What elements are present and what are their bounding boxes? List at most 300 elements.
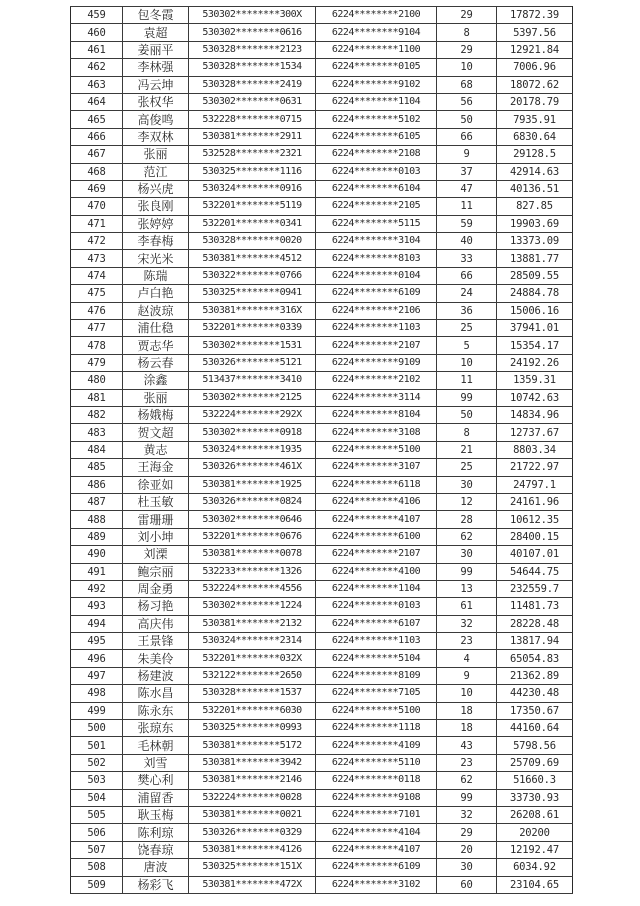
count-cell: 12 xyxy=(437,493,497,510)
name-cell: 张琼东 xyxy=(123,720,189,737)
id-number-cell: 530381********2132 xyxy=(189,615,316,632)
amount-cell: 28228.48 xyxy=(497,615,573,632)
name-cell: 李双林 xyxy=(123,128,189,145)
row-number-cell: 498 xyxy=(71,685,123,702)
row-number-cell: 468 xyxy=(71,163,123,180)
amount-cell: 15006.16 xyxy=(497,302,573,319)
name-cell: 杨娥梅 xyxy=(123,406,189,423)
row-number-cell: 470 xyxy=(71,198,123,215)
table-row xyxy=(71,111,573,128)
id-number-cell: 532201********0339 xyxy=(189,320,316,337)
id-number-cell: 530325********1116 xyxy=(189,163,316,180)
table-row xyxy=(71,511,573,528)
name-cell: 周金勇 xyxy=(123,580,189,597)
id-number-cell: 530328********0020 xyxy=(189,233,316,250)
amount-cell: 51660.3 xyxy=(497,772,573,789)
count-cell: 23 xyxy=(437,754,497,771)
count-cell: 25 xyxy=(437,320,497,337)
table-row xyxy=(71,459,573,476)
row-number-cell: 485 xyxy=(71,459,123,476)
card-number-cell: 6224********3114 xyxy=(316,389,437,406)
count-cell: 30 xyxy=(437,546,497,563)
count-cell: 25 xyxy=(437,459,497,476)
amount-cell: 40107.01 xyxy=(497,546,573,563)
amount-cell: 6034.92 xyxy=(497,859,573,876)
table-row xyxy=(71,389,573,406)
name-cell: 高俊鸣 xyxy=(123,111,189,128)
row-number-cell: 472 xyxy=(71,233,123,250)
id-number-cell: 530381********0078 xyxy=(189,546,316,563)
card-number-cell: 6224********4107 xyxy=(316,841,437,858)
name-cell: 袁超 xyxy=(123,24,189,41)
amount-cell: 28400.15 xyxy=(497,528,573,545)
name-cell: 王海金 xyxy=(123,459,189,476)
table-row xyxy=(71,876,573,893)
amount-cell: 17350.67 xyxy=(497,702,573,719)
row-number-cell: 477 xyxy=(71,320,123,337)
count-cell: 60 xyxy=(437,876,497,893)
data-table xyxy=(70,6,573,894)
count-cell: 32 xyxy=(437,615,497,632)
amount-cell: 10742.63 xyxy=(497,389,573,406)
table-row xyxy=(71,24,573,41)
id-number-cell: 530381********4126 xyxy=(189,841,316,858)
table-row xyxy=(71,615,573,632)
name-cell: 陈利琼 xyxy=(123,824,189,841)
table-row xyxy=(71,720,573,737)
row-number-cell: 497 xyxy=(71,667,123,684)
row-number-cell: 480 xyxy=(71,372,123,389)
count-cell: 28 xyxy=(437,511,497,528)
card-number-cell: 6224********3102 xyxy=(316,876,437,893)
card-number-cell: 6224********6107 xyxy=(316,615,437,632)
card-number-cell: 6224********0103 xyxy=(316,598,437,615)
card-number-cell: 6224********3107 xyxy=(316,459,437,476)
card-number-cell: 6224********6109 xyxy=(316,285,437,302)
row-number-cell: 478 xyxy=(71,337,123,354)
id-number-cell: 532201********032X xyxy=(189,650,316,667)
name-cell: 杜玉敏 xyxy=(123,493,189,510)
amount-cell: 7006.96 xyxy=(497,59,573,76)
card-number-cell: 6224********2108 xyxy=(316,146,437,163)
card-number-cell: 6224********1118 xyxy=(316,720,437,737)
row-number-cell: 464 xyxy=(71,93,123,110)
row-number-cell: 505 xyxy=(71,806,123,823)
amount-cell: 24192.26 xyxy=(497,354,573,371)
count-cell: 99 xyxy=(437,389,497,406)
amount-cell: 24161.96 xyxy=(497,493,573,510)
id-number-cell: 530326********461X xyxy=(189,459,316,476)
amount-cell: 21722.97 xyxy=(497,459,573,476)
row-number-cell: 506 xyxy=(71,824,123,841)
count-cell: 29 xyxy=(437,824,497,841)
row-number-cell: 476 xyxy=(71,302,123,319)
name-cell: 宋光米 xyxy=(123,250,189,267)
card-number-cell: 6224********2102 xyxy=(316,372,437,389)
card-number-cell: 6224********8103 xyxy=(316,250,437,267)
card-number-cell: 6224********6118 xyxy=(316,476,437,493)
row-number-cell: 508 xyxy=(71,859,123,876)
card-number-cell: 6224********1103 xyxy=(316,633,437,650)
count-cell: 33 xyxy=(437,250,497,267)
count-cell: 66 xyxy=(437,267,497,284)
row-number-cell: 487 xyxy=(71,493,123,510)
name-cell: 张丽 xyxy=(123,146,189,163)
id-number-cell: 530328********2123 xyxy=(189,41,316,58)
card-number-cell: 6224********6100 xyxy=(316,528,437,545)
count-cell: 37 xyxy=(437,163,497,180)
amount-cell: 17872.39 xyxy=(497,7,573,24)
name-cell: 杨兴虎 xyxy=(123,180,189,197)
count-cell: 21 xyxy=(437,441,497,458)
name-cell: 卢白艳 xyxy=(123,285,189,302)
id-number-cell: 530381********2911 xyxy=(189,128,316,145)
amount-cell: 6830.64 xyxy=(497,128,573,145)
card-number-cell: 6224********8104 xyxy=(316,406,437,423)
id-number-cell: 530302********0646 xyxy=(189,511,316,528)
amount-cell: 44230.48 xyxy=(497,685,573,702)
row-number-cell: 489 xyxy=(71,528,123,545)
card-number-cell: 6224********5102 xyxy=(316,111,437,128)
row-number-cell: 474 xyxy=(71,267,123,284)
name-cell: 刘雪 xyxy=(123,754,189,771)
table-row xyxy=(71,598,573,615)
row-number-cell: 469 xyxy=(71,180,123,197)
row-number-cell: 490 xyxy=(71,546,123,563)
name-cell: 雷珊珊 xyxy=(123,511,189,528)
amount-cell: 33730.93 xyxy=(497,789,573,806)
count-cell: 9 xyxy=(437,146,497,163)
amount-cell: 24884.78 xyxy=(497,285,573,302)
id-number-cell: 532224********4556 xyxy=(189,580,316,597)
table-row xyxy=(71,128,573,145)
id-number-cell: 530381********472X xyxy=(189,876,316,893)
table-row xyxy=(71,563,573,580)
card-number-cell: 6224********3108 xyxy=(316,424,437,441)
name-cell: 李林强 xyxy=(123,59,189,76)
card-number-cell: 6224********9109 xyxy=(316,354,437,371)
name-cell: 姜丽平 xyxy=(123,41,189,58)
amount-cell: 13373.09 xyxy=(497,233,573,250)
count-cell: 50 xyxy=(437,406,497,423)
card-number-cell: 6224********2107 xyxy=(316,546,437,563)
id-number-cell: 532233********1326 xyxy=(189,563,316,580)
count-cell: 50 xyxy=(437,111,497,128)
amount-cell: 54644.75 xyxy=(497,563,573,580)
name-cell: 贺文超 xyxy=(123,424,189,441)
id-number-cell: 530381********2146 xyxy=(189,772,316,789)
amount-cell: 21362.89 xyxy=(497,667,573,684)
card-number-cell: 6224********3104 xyxy=(316,233,437,250)
id-number-cell: 532201********6030 xyxy=(189,702,316,719)
table-row xyxy=(71,772,573,789)
name-cell: 杨云春 xyxy=(123,354,189,371)
amount-cell: 11481.73 xyxy=(497,598,573,615)
row-number-cell: 465 xyxy=(71,111,123,128)
table-row xyxy=(71,650,573,667)
card-number-cell: 6224********5100 xyxy=(316,702,437,719)
amount-cell: 232559.7 xyxy=(497,580,573,597)
card-number-cell: 6224********8109 xyxy=(316,667,437,684)
row-number-cell: 484 xyxy=(71,441,123,458)
id-number-cell: 530302********300X xyxy=(189,7,316,24)
count-cell: 29 xyxy=(437,7,497,24)
name-cell: 冯云坤 xyxy=(123,76,189,93)
name-cell: 杨习艳 xyxy=(123,598,189,615)
table-row xyxy=(71,493,573,510)
id-number-cell: 530302********0616 xyxy=(189,24,316,41)
card-number-cell: 6224********0104 xyxy=(316,267,437,284)
amount-cell: 13817.94 xyxy=(497,633,573,650)
row-number-cell: 495 xyxy=(71,633,123,650)
id-number-cell: 530381********1925 xyxy=(189,476,316,493)
id-number-cell: 530326********0824 xyxy=(189,493,316,510)
amount-cell: 26208.61 xyxy=(497,806,573,823)
card-number-cell: 6224********1104 xyxy=(316,580,437,597)
name-cell: 张良刚 xyxy=(123,198,189,215)
card-number-cell: 6224********5104 xyxy=(316,650,437,667)
amount-cell: 12921.84 xyxy=(497,41,573,58)
name-cell: 饶春琼 xyxy=(123,841,189,858)
name-cell: 徐亚如 xyxy=(123,476,189,493)
table-row xyxy=(71,146,573,163)
id-number-cell: 532201********5119 xyxy=(189,198,316,215)
row-number-cell: 507 xyxy=(71,841,123,858)
table-row xyxy=(71,320,573,337)
count-cell: 61 xyxy=(437,598,497,615)
id-number-cell: 530326********0329 xyxy=(189,824,316,841)
name-cell: 毛林朝 xyxy=(123,737,189,754)
table-row xyxy=(71,233,573,250)
amount-cell: 14834.96 xyxy=(497,406,573,423)
amount-cell: 29128.5 xyxy=(497,146,573,163)
card-number-cell: 6224********2105 xyxy=(316,198,437,215)
row-number-cell: 503 xyxy=(71,772,123,789)
count-cell: 9 xyxy=(437,667,497,684)
count-cell: 66 xyxy=(437,128,497,145)
id-number-cell: 530328********1537 xyxy=(189,685,316,702)
id-number-cell: 530326********5121 xyxy=(189,354,316,371)
row-number-cell: 486 xyxy=(71,476,123,493)
id-number-cell: 530381********5172 xyxy=(189,737,316,754)
id-number-cell: 530325********0993 xyxy=(189,720,316,737)
count-cell: 36 xyxy=(437,302,497,319)
table-row xyxy=(71,441,573,458)
row-number-cell: 502 xyxy=(71,754,123,771)
table-row xyxy=(71,476,573,493)
count-cell: 4 xyxy=(437,650,497,667)
amount-cell: 20178.79 xyxy=(497,93,573,110)
name-cell: 赵波琼 xyxy=(123,302,189,319)
id-number-cell: 532201********0341 xyxy=(189,215,316,232)
amount-cell: 23104.65 xyxy=(497,876,573,893)
name-cell: 杨彩飞 xyxy=(123,876,189,893)
card-number-cell: 6224********5115 xyxy=(316,215,437,232)
amount-cell: 10612.35 xyxy=(497,511,573,528)
table-row xyxy=(71,528,573,545)
card-number-cell: 6224********6104 xyxy=(316,180,437,197)
count-cell: 5 xyxy=(437,337,497,354)
table-row xyxy=(71,824,573,841)
table-row xyxy=(71,285,573,302)
name-cell: 浦留香 xyxy=(123,789,189,806)
card-number-cell: 6224********9104 xyxy=(316,24,437,41)
row-number-cell: 467 xyxy=(71,146,123,163)
count-cell: 59 xyxy=(437,215,497,232)
row-number-cell: 504 xyxy=(71,789,123,806)
count-cell: 56 xyxy=(437,93,497,110)
table-row xyxy=(71,702,573,719)
table-row xyxy=(71,93,573,110)
count-cell: 10 xyxy=(437,59,497,76)
row-number-cell: 459 xyxy=(71,7,123,24)
table-row xyxy=(71,754,573,771)
row-number-cell: 481 xyxy=(71,389,123,406)
table-row xyxy=(71,841,573,858)
amount-cell: 18072.62 xyxy=(497,76,573,93)
count-cell: 99 xyxy=(437,563,497,580)
amount-cell: 13881.77 xyxy=(497,250,573,267)
name-cell: 陈水昌 xyxy=(123,685,189,702)
name-cell: 李春梅 xyxy=(123,233,189,250)
id-number-cell: 532224********0028 xyxy=(189,789,316,806)
name-cell: 陈瑞 xyxy=(123,267,189,284)
row-number-cell: 475 xyxy=(71,285,123,302)
amount-cell: 28509.55 xyxy=(497,267,573,284)
card-number-cell: 6224********4109 xyxy=(316,737,437,754)
count-cell: 29 xyxy=(437,41,497,58)
card-number-cell: 6224********4106 xyxy=(316,493,437,510)
name-cell: 刘小坤 xyxy=(123,528,189,545)
table-row xyxy=(71,59,573,76)
amount-cell: 7935.91 xyxy=(497,111,573,128)
row-number-cell: 488 xyxy=(71,511,123,528)
row-number-cell: 496 xyxy=(71,650,123,667)
count-cell: 30 xyxy=(437,859,497,876)
card-number-cell: 6224********9108 xyxy=(316,789,437,806)
name-cell: 张权华 xyxy=(123,93,189,110)
row-number-cell: 491 xyxy=(71,563,123,580)
amount-cell: 5798.56 xyxy=(497,737,573,754)
table-row xyxy=(71,737,573,754)
row-number-cell: 492 xyxy=(71,580,123,597)
name-cell: 唐波 xyxy=(123,859,189,876)
name-cell: 高庆伟 xyxy=(123,615,189,632)
row-number-cell: 473 xyxy=(71,250,123,267)
count-cell: 8 xyxy=(437,24,497,41)
row-number-cell: 501 xyxy=(71,737,123,754)
name-cell: 朱美伶 xyxy=(123,650,189,667)
amount-cell: 827.85 xyxy=(497,198,573,215)
count-cell: 62 xyxy=(437,528,497,545)
id-number-cell: 530381********4512 xyxy=(189,250,316,267)
count-cell: 20 xyxy=(437,841,497,858)
count-cell: 8 xyxy=(437,424,497,441)
table-row xyxy=(71,302,573,319)
card-number-cell: 6224********6105 xyxy=(316,128,437,145)
table-row xyxy=(71,354,573,371)
name-cell: 张丽 xyxy=(123,389,189,406)
card-number-cell: 6224********1100 xyxy=(316,41,437,58)
name-cell: 包冬霞 xyxy=(123,7,189,24)
count-cell: 43 xyxy=(437,737,497,754)
card-number-cell: 6224********5100 xyxy=(316,441,437,458)
table-row xyxy=(71,406,573,423)
count-cell: 40 xyxy=(437,233,497,250)
amount-cell: 42914.63 xyxy=(497,163,573,180)
id-number-cell: 530302********1531 xyxy=(189,337,316,354)
count-cell: 30 xyxy=(437,476,497,493)
table-row xyxy=(71,215,573,232)
id-number-cell: 530328********2419 xyxy=(189,76,316,93)
card-number-cell: 6224********4104 xyxy=(316,824,437,841)
id-number-cell: 530325********0941 xyxy=(189,285,316,302)
card-number-cell: 6224********0103 xyxy=(316,163,437,180)
amount-cell: 44160.64 xyxy=(497,720,573,737)
table-row xyxy=(71,424,573,441)
row-number-cell: 500 xyxy=(71,720,123,737)
id-number-cell: 532224********292X xyxy=(189,406,316,423)
card-number-cell: 6224********1104 xyxy=(316,93,437,110)
count-cell: 10 xyxy=(437,354,497,371)
amount-cell: 8803.34 xyxy=(497,441,573,458)
card-number-cell: 6224********7101 xyxy=(316,806,437,823)
count-cell: 18 xyxy=(437,702,497,719)
table-row xyxy=(71,580,573,597)
card-number-cell: 6224********1103 xyxy=(316,320,437,337)
card-number-cell: 6224********2100 xyxy=(316,7,437,24)
amount-cell: 20200 xyxy=(497,824,573,841)
amount-cell: 65054.83 xyxy=(497,650,573,667)
card-number-cell: 6224********0105 xyxy=(316,59,437,76)
count-cell: 62 xyxy=(437,772,497,789)
name-cell: 贾志华 xyxy=(123,337,189,354)
card-number-cell: 6224********2106 xyxy=(316,302,437,319)
name-cell: 张婷婷 xyxy=(123,215,189,232)
id-number-cell: 532528********2321 xyxy=(189,146,316,163)
row-number-cell: 471 xyxy=(71,215,123,232)
amount-cell: 5397.56 xyxy=(497,24,573,41)
amount-cell: 19903.69 xyxy=(497,215,573,232)
id-number-cell: 530381********0021 xyxy=(189,806,316,823)
id-number-cell: 530302********1224 xyxy=(189,598,316,615)
table-row xyxy=(71,546,573,563)
id-number-cell: 530328********1534 xyxy=(189,59,316,76)
card-number-cell: 6224********2107 xyxy=(316,337,437,354)
table-row xyxy=(71,267,573,284)
count-cell: 68 xyxy=(437,76,497,93)
table-row xyxy=(71,7,573,24)
table-row xyxy=(71,806,573,823)
amount-cell: 25709.69 xyxy=(497,754,573,771)
table-row xyxy=(71,685,573,702)
count-cell: 99 xyxy=(437,789,497,806)
count-cell: 18 xyxy=(437,720,497,737)
name-cell: 陈永东 xyxy=(123,702,189,719)
card-number-cell: 6224********0118 xyxy=(316,772,437,789)
amount-cell: 15354.17 xyxy=(497,337,573,354)
card-number-cell: 6224********4107 xyxy=(316,511,437,528)
table-row xyxy=(71,41,573,58)
name-cell: 杨建波 xyxy=(123,667,189,684)
table-row xyxy=(71,859,573,876)
row-number-cell: 494 xyxy=(71,615,123,632)
count-cell: 13 xyxy=(437,580,497,597)
id-number-cell: 530324********2314 xyxy=(189,633,316,650)
table-row xyxy=(71,198,573,215)
row-number-cell: 466 xyxy=(71,128,123,145)
name-cell: 耿玉梅 xyxy=(123,806,189,823)
